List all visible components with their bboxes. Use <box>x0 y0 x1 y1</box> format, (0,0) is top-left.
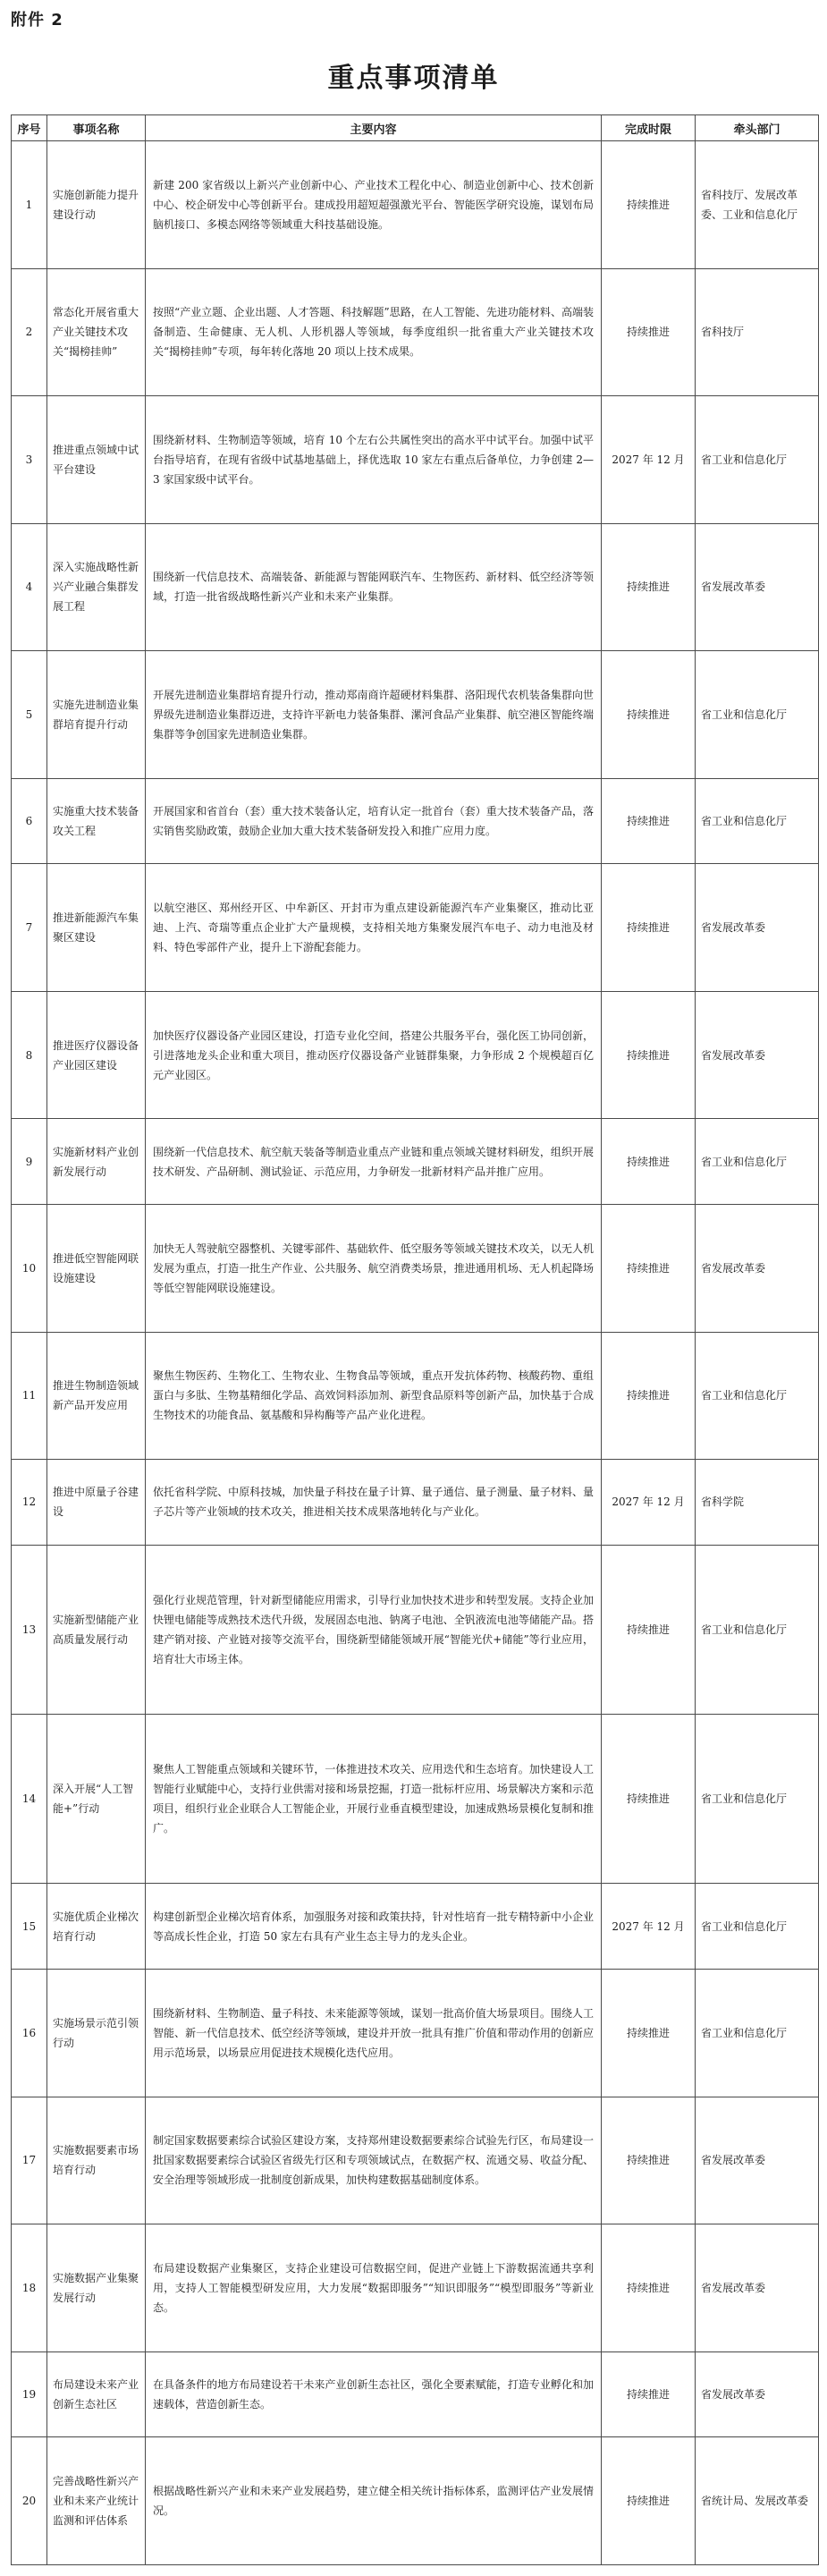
lead-department: 省科技厅 <box>696 268 819 396</box>
item-name: 推进生物制造领域新产品开发应用 <box>47 1332 146 1460</box>
row-number: 19 <box>12 2351 47 2437</box>
table-row <box>12 2351 819 2437</box>
row-number: 14 <box>12 1715 47 1884</box>
table-row <box>12 2437 819 2565</box>
table-row <box>12 1884 819 1970</box>
item-content: 加快无人驾驶航空器整机、关键零部件、基础软件、低空服务等领域关键技术攻关，以无人机发展为重点，打造一批生产作业、公共服务、航空消费类场景，推进通用机场、无人机起降场等低空智能网联设施建设。 <box>146 1205 602 1333</box>
deadline: 持续推进 <box>602 651 696 779</box>
deadline: 持续推进 <box>602 991 696 1119</box>
deadline: 持续推进 <box>602 1970 696 2097</box>
deadline: 2027 年 12 月 <box>602 1884 696 1970</box>
item-name: 推进低空智能网联设施建设 <box>47 1205 146 1333</box>
row-number: 5 <box>12 651 47 779</box>
deadline: 持续推进 <box>602 2437 696 2565</box>
header-content: 主要内容 <box>146 115 602 141</box>
deadline: 持续推进 <box>602 1715 696 1884</box>
lead-department: 省工业和信息化厅 <box>696 1884 819 1970</box>
deadline: 持续推进 <box>602 141 696 269</box>
table-row <box>12 1332 819 1460</box>
table-row <box>12 1715 819 1884</box>
item-name: 布局建设未来产业创新生态社区 <box>47 2351 146 2437</box>
row-number: 2 <box>12 268 47 396</box>
item-name: 实施新型储能产业高质量发展行动 <box>47 1545 146 1714</box>
lead-department: 省工业和信息化厅 <box>696 1119 819 1205</box>
item-name: 实施优质企业梯次培育行动 <box>47 1884 146 1970</box>
table-row <box>12 651 819 779</box>
item-content: 新建 200 家省级以上新兴产业创新中心、产业技术工程化中心、制造业创新中心、技术创新中心、校企研发中心等创新平台。建成投用超短超强激光平台、智能医学研究设施，谋划布局脑机接口、多模态网络等领域重大科技基础设施。 <box>146 141 602 269</box>
deadline: 持续推进 <box>602 268 696 396</box>
row-number: 20 <box>12 2437 47 2565</box>
item-content: 在具备条件的地方布局建设若干未来产业创新生态社区，强化全要素赋能，打造专业孵化和加速载体，营造创新生态。 <box>146 2351 602 2437</box>
row-number: 7 <box>12 864 47 992</box>
item-name: 实施场景示范引领行动 <box>47 1970 146 2097</box>
lead-department: 省发展改革委 <box>696 991 819 1119</box>
item-content: 制定国家数据要素综合试验区建设方案，支持郑州建设数据要素综合试验先行区，布局建设一批国家数据要素综合试验区省级先行区和专项领域试点，在数据产权、流通交易、收益分配、安全治理等领域形成一批制度创新成果，加快构建数据基础制度体系。 <box>146 2097 602 2224</box>
item-name: 实施数据要素市场培育行动 <box>47 2097 146 2224</box>
deadline: 持续推进 <box>602 2351 696 2437</box>
lead-department: 省工业和信息化厅 <box>696 778 819 864</box>
table-body <box>12 141 819 2565</box>
item-name: 推进医疗仪器设备产业园区建设 <box>47 991 146 1119</box>
item-name: 深入开展“人工智能+”行动 <box>47 1715 146 1884</box>
deadline: 持续推进 <box>602 2224 696 2352</box>
item-name: 完善战略性新兴产业和未来产业统计监测和评估体系 <box>47 2437 146 2565</box>
header-no: 序号 <box>12 115 47 141</box>
row-number: 18 <box>12 2224 47 2352</box>
lead-department: 省工业和信息化厅 <box>696 1970 819 2097</box>
deadline: 2027 年 12 月 <box>602 1460 696 1546</box>
row-number: 17 <box>12 2097 47 2224</box>
table-row <box>12 268 819 396</box>
item-name: 实施先进制造业集群培育提升行动 <box>47 651 146 779</box>
header-time: 完成时限 <box>602 115 696 141</box>
row-number: 10 <box>12 1205 47 1333</box>
item-name: 深入实施战略性新兴产业融合集群发展工程 <box>47 523 146 651</box>
lead-department: 省发展改革委 <box>696 1205 819 1333</box>
item-content: 布局建设数据产业集聚区，支持企业建设可信数据空间，促进产业链上下游数据流通共享利用，支持人工智能模型研发应用，大力发展“数据即服务”“知识即服务”“模型即服务”等新业态。 <box>146 2224 602 2352</box>
deadline: 持续推进 <box>602 864 696 992</box>
table-header-row <box>12 115 819 141</box>
lead-department: 省统计局、发展改革委 <box>696 2437 819 2565</box>
item-content: 以航空港区、郑州经开区、中牟新区、开封市为重点建设新能源汽车产业集聚区，推动比亚迪、上汽、奇瑞等重点企业扩大产量规模，支持相关地方集聚发展汽车电子、动力电池及材料、特色零部件产业，提升上下游配套能力。 <box>146 864 602 992</box>
deadline: 持续推进 <box>602 778 696 864</box>
attachment-label: 附件 2 <box>11 11 63 30</box>
item-name: 推进新能源汽车集聚区建设 <box>47 864 146 992</box>
page-title: 重点事项清单 <box>327 63 500 94</box>
lead-department: 省科技厅、发展改革委、工业和信息化厅 <box>696 141 819 269</box>
row-number: 4 <box>12 523 47 651</box>
deadline: 持续推进 <box>602 1119 696 1205</box>
item-content: 构建创新型企业梯次培育体系，加强服务对接和政策扶持，针对性培育一批专精特新中小企业等高成长性企业，打造 50 家左右具有产业生态主导力的龙头企业。 <box>146 1884 602 1970</box>
item-content: 依托省科学院、中原科技城，加快量子科技在量子计算、量子通信、量子测量、量子材料、量子芯片等产业领域的技术攻关，推进相关技术成果落地转化与产业化。 <box>146 1460 602 1546</box>
row-number: 9 <box>12 1119 47 1205</box>
lead-department: 省发展改革委 <box>696 864 819 992</box>
item-name: 实施新材料产业创新发展行动 <box>47 1119 146 1205</box>
table-row <box>12 2224 819 2352</box>
lead-department: 省工业和信息化厅 <box>696 1715 819 1884</box>
row-number: 16 <box>12 1970 47 2097</box>
deadline: 持续推进 <box>602 2097 696 2224</box>
lead-department: 省工业和信息化厅 <box>696 396 819 524</box>
table-row <box>12 778 819 864</box>
lead-department: 省发展改革委 <box>696 523 819 651</box>
header-name: 事项名称 <box>47 115 146 141</box>
header-dept: 牵头部门 <box>696 115 819 141</box>
table-row <box>12 2097 819 2224</box>
item-content: 围绕新一代信息技术、航空航天装备等制造业重点产业链和重点领域关键材料研发，组织开展技术研发、产品研制、测试验证、示范应用，力争研发一批新材料产品并推广应用。 <box>146 1119 602 1205</box>
row-number: 3 <box>12 396 47 524</box>
row-number: 12 <box>12 1460 47 1546</box>
row-number: 8 <box>12 991 47 1119</box>
table-row <box>12 1119 819 1205</box>
row-number: 6 <box>12 778 47 864</box>
deadline: 持续推进 <box>602 523 696 651</box>
table-row <box>12 1970 819 2097</box>
deadline: 2027 年 12 月 <box>602 396 696 524</box>
item-content: 聚焦生物医药、生物化工、生物农业、生物食品等领域，重点开发抗体药物、核酸药物、重组蛋白与多肽、生物基精细化学品、高效饲料添加剂、新型食品原料等创新产品，加快基于合成生物技术的功能食品、氨基酸和异构酶等产品产业化进程。 <box>146 1332 602 1460</box>
lead-department: 省工业和信息化厅 <box>696 651 819 779</box>
table-row <box>12 396 819 524</box>
table-row <box>12 1545 819 1714</box>
item-name: 常态化开展省重大产业关键技术攻关“揭榜挂帅” <box>47 268 146 396</box>
table-row <box>12 523 819 651</box>
item-name: 实施数据产业集聚发展行动 <box>47 2224 146 2352</box>
row-number: 15 <box>12 1884 47 1970</box>
table-row <box>12 864 819 992</box>
row-number: 11 <box>12 1332 47 1460</box>
key-items-table <box>11 114 819 2565</box>
lead-department: 省发展改革委 <box>696 2097 819 2224</box>
item-content: 根据战略性新兴产业和未来产业发展趋势，建立健全相关统计指标体系，监测评估产业发展情况。 <box>146 2437 602 2565</box>
table-row <box>12 991 819 1119</box>
lead-department: 省工业和信息化厅 <box>696 1332 819 1460</box>
item-content: 开展先进制造业集群培育提升行动，推动郑南商许超硬材料集群、洛阳现代农机装备集群向世界级先进制造业集群迈进，支持许平新电力装备集群、漯河食品产业集群、航空港区智能终端集群等争创国家先进制造业集群。 <box>146 651 602 779</box>
item-name: 实施重大技术装备攻关工程 <box>47 778 146 864</box>
item-content: 按照“产业立题、企业出题、人才答题、科技解题”思路，在人工智能、先进功能材料、高端装备制造、生命健康、无人机、人形机器人等领域，每季度组织一批省重大产业关键技术攻关“揭榜挂帅”专项，每年转化落地 20 项以上技术成果。 <box>146 268 602 396</box>
deadline: 持续推进 <box>602 1545 696 1714</box>
item-content: 围绕新材料、生物制造、量子科技、未来能源等领域，谋划一批高价值大场景项目。围绕人工智能、新一代信息技术、低空经济等领域，建设并开放一批具有推广价值和带动作用的创新应用示范场景，以场景应用促进技术规模化迭代应用。 <box>146 1970 602 2097</box>
item-content: 开展国家和省首台（套）重大技术装备认定，培育认定一批首台（套）重大技术装备产品，落实销售奖励政策，鼓励企业加大重大技术装备研发投入和推广应用力度。 <box>146 778 602 864</box>
lead-department: 省工业和信息化厅 <box>696 1545 819 1714</box>
item-content: 围绕新材料、生物制造等领域，培育 10 个左右公共属性突出的高水平中试平台。加强中试平台指导培育，在现有省级中试基地基础上，择优选取 10 家左右重点后备单位，力争创建 2—3 家国家级中试平台。 <box>146 396 602 524</box>
table-row <box>12 1205 819 1333</box>
item-content: 聚焦人工智能重点领域和关键环节，一体推进技术攻关、应用迭代和生态培育。加快建设人工智能行业赋能中心，支持行业供需对接和场景挖掘，打造一批标杆应用、场景解决方案和示范项目，组织行业企业联合人工智能企业，开展行业垂直模型建设，加速成熟场景模化复制和推广。 <box>146 1715 602 1884</box>
item-content: 加快医疗仪器设备产业园区建设，打造专业化空间，搭建公共服务平台，强化医工协同创新，引进落地龙头企业和重大项目，推动医疗仪器设备产业链群集聚，力争形成 2 个规模超百亿元产业园区。 <box>146 991 602 1119</box>
item-content: 强化行业规范管理，针对新型储能应用需求，引导行业加快技术进步和转型发展。支持企业加快锂电储能等成熟技术迭代升级，发展固态电池、钠离子电池、全钒液流电池等储能产品。搭建产销对接、产业链对接等交流平台，围绕新型储能领域开展“智能光伏+储能”等行业应用，培育壮大市场主体。 <box>146 1545 602 1714</box>
deadline: 持续推进 <box>602 1332 696 1460</box>
item-name: 推进中原量子谷建设 <box>47 1460 146 1546</box>
deadline: 持续推进 <box>602 1205 696 1333</box>
item-name: 推进重点领域中试平台建设 <box>47 396 146 524</box>
item-name: 实施创新能力提升建设行动 <box>47 141 146 269</box>
lead-department: 省发展改革委 <box>696 2351 819 2437</box>
table-row <box>12 141 819 269</box>
lead-department: 省科学院 <box>696 1460 819 1546</box>
row-number: 1 <box>12 141 47 269</box>
item-content: 围绕新一代信息技术、高端装备、新能源与智能网联汽车、生物医药、新材料、低空经济等领域，打造一批省级战略性新兴产业和未来产业集群。 <box>146 523 602 651</box>
table-row <box>12 1460 819 1546</box>
lead-department: 省发展改革委 <box>696 2224 819 2352</box>
row-number: 13 <box>12 1545 47 1714</box>
